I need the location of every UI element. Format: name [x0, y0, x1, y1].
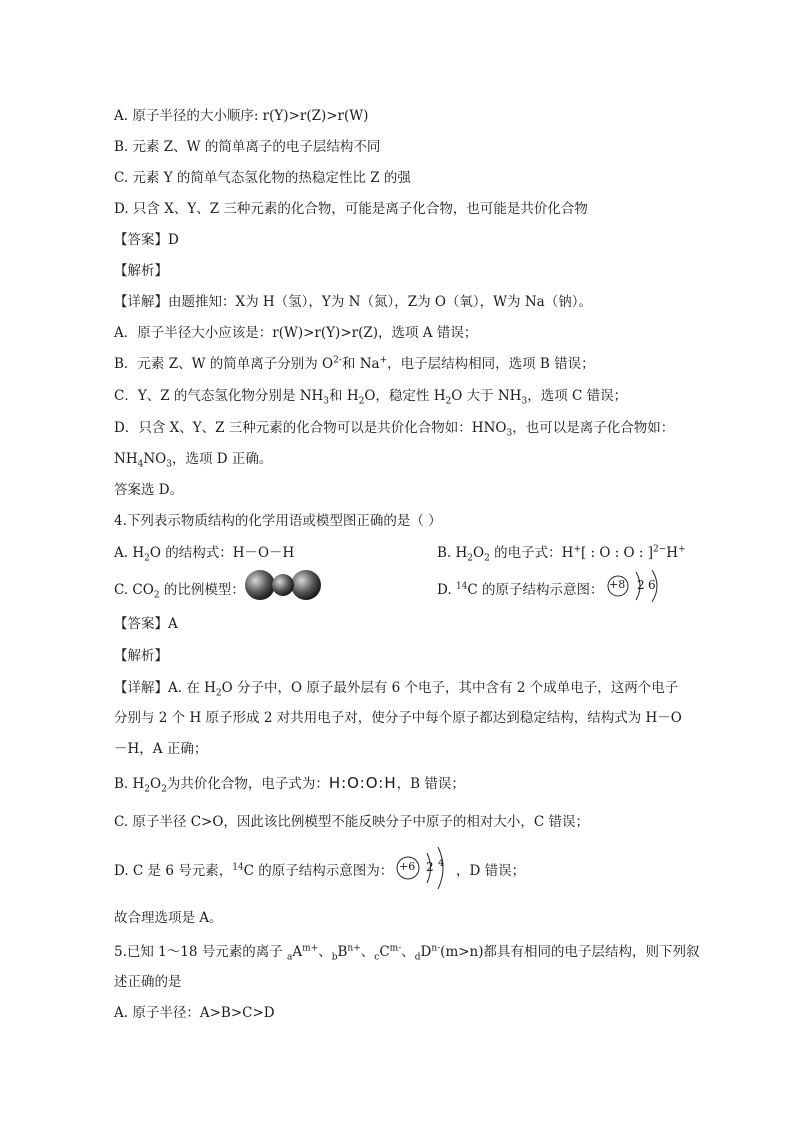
subscript: b — [331, 952, 338, 963]
subscript: 3 — [506, 428, 513, 439]
text: C．Y、Z 的气态氢化物分别是 NH — [114, 388, 324, 404]
text: O 大于 NH — [451, 388, 522, 404]
q4-explain-d-tail: ，D 错误； — [456, 863, 526, 879]
text: O 分子中，O 原子最外层有 6 个电子，其中含有 2 个成单电子，这两个电子 — [221, 680, 679, 696]
q3-detail: 【详解】由题推知：X为 H（氢），Y为 N（氮），Z为 O（氧），W为 Na（钠）。 — [114, 294, 592, 310]
text: B — [337, 944, 348, 960]
subscript: 2 — [161, 784, 167, 795]
text: B. H — [437, 545, 468, 561]
subscript: d — [414, 952, 421, 963]
superscript: 2- — [333, 355, 342, 366]
shell-2-electrons: 4 — [438, 858, 445, 869]
q3-explain-d-line1 — [114, 416, 675, 439]
shell-2-electrons: 6 — [648, 578, 656, 592]
q3-option-a: A. 原子半径的大小顺序: r(Y)>r(Z)>r(W) — [114, 108, 369, 124]
text: C. CO — [114, 582, 154, 598]
text: H — [666, 545, 679, 561]
q4-detail-line2: 分别与 2 个 H 原子形成 2 对共用电子对，使分子中每个原子都达到稳定结构，结构式为 H－O — [114, 710, 682, 726]
q3-explain-b — [114, 352, 595, 372]
subscript: 2 — [467, 553, 474, 564]
atom-structure-diagram-d — [606, 566, 666, 606]
superscript: 2− — [653, 544, 667, 555]
q4-answer: 【答案】A — [114, 616, 178, 632]
q4-explain-d — [114, 859, 393, 879]
subscript: 2 — [484, 553, 490, 564]
text: 和 Na — [341, 356, 380, 372]
text: O 的结构式：H－O－H — [149, 545, 295, 561]
text: 5.已知 1～18 号元素的离子 — [114, 944, 288, 960]
subscript: 2 — [358, 396, 365, 407]
superscript: + — [379, 355, 388, 366]
q4-detail-line1 — [114, 676, 679, 699]
q3-option-c: C. 元素 Y 的简单气态氢化物的热稳定性比 Z 的强 — [114, 170, 411, 186]
q3-explain-d-line2 — [114, 447, 273, 470]
text: D. — [437, 582, 456, 598]
superscript: + — [573, 544, 581, 555]
h2o2-electron-formula: H:O:O:H — [328, 774, 397, 792]
text: 、 — [318, 944, 332, 960]
text: 【详解】A. 在 H — [114, 680, 216, 696]
subscript: 2 — [144, 553, 150, 564]
q3-option-b: B. 元素 Z、W 的简单离子的电子层结构不同 — [114, 139, 381, 155]
text: B．元素 Z、W 的简单离子分别为 O — [114, 356, 334, 372]
q4-option-b — [437, 541, 686, 564]
text: (m>n)都具有相同的电子层结构，则下列叙 — [440, 944, 700, 960]
q4-option-c — [114, 578, 245, 601]
q4-detail-line3: －H，A 正确； — [114, 741, 208, 757]
q5-stem-line2: 述正确的是 — [114, 974, 182, 990]
text: D. C 是 6 号元素， — [114, 863, 233, 879]
subscript: 2 — [445, 396, 452, 407]
q4-option-d — [437, 578, 604, 598]
q3-analysis-header: 【解析】 — [114, 263, 168, 279]
subscript: 3 — [521, 396, 528, 407]
superscript: m- — [389, 943, 402, 954]
text: ，也可以是离子化合物如： — [512, 420, 675, 436]
subscript: 2 — [153, 590, 160, 601]
text: NH — [114, 451, 138, 467]
subscript: c — [374, 952, 380, 963]
text: ，电子层结构相同，选项 B 错误； — [387, 356, 595, 372]
text: 的电子式：H — [489, 545, 574, 561]
superscript: + — [678, 544, 686, 555]
nucleus-charge: +6 — [399, 860, 416, 873]
q3-explain-a: A．原子半径大小应该是：r(W)>r(Y)>r(Z)，选项 A 错误； — [114, 325, 478, 341]
subscript: 2 — [144, 784, 151, 795]
text: ，B 错误； — [396, 776, 465, 792]
q4-explain-c: C. 原子半径 C>O，因此该比例模型不能反映分子中原子的相对大小，C 错误； — [114, 814, 590, 830]
q3-option-d: D. 只含 X、Y、Z 三种元素的化合物，可能是离子化合物，也可能是共价化合物 — [114, 201, 588, 217]
text: C — [379, 944, 390, 960]
text: 的比例模型： — [159, 582, 245, 598]
superscript: n- — [431, 943, 441, 954]
text: 和 H — [329, 388, 359, 404]
text: 、 — [401, 944, 415, 960]
superscript: m+ — [302, 943, 319, 954]
text: NO — [143, 451, 167, 467]
superscript: 14 — [232, 862, 244, 873]
subscript: a — [287, 952, 293, 963]
q4-analysis-header: 【解析】 — [114, 648, 168, 664]
q3-conclusion: 答案选 D。 — [114, 482, 184, 498]
shell-1-electrons: 2 — [637, 578, 645, 592]
shell-1-electrons: 2 — [426, 860, 434, 874]
subscript: 2 — [215, 688, 222, 699]
superscript: 14 — [455, 581, 468, 592]
q4-explain-b — [114, 772, 465, 795]
q3-answer: 【答案】D — [114, 232, 179, 248]
text: B. H — [114, 776, 145, 792]
text: A. H — [114, 545, 145, 561]
electron-formula: [ : O : O : ] — [580, 545, 654, 561]
text: C 的原子结构示意图为： — [243, 863, 394, 879]
text: O — [473, 545, 485, 561]
atom-structure-diagram-explanation — [394, 843, 454, 893]
text: ，选项 C 错误； — [527, 388, 628, 404]
text: C 的原子结构示意图： — [467, 582, 604, 598]
q4-stem: 4.下列表示物质结构的化学用语或模型图正确的是（ ） — [114, 513, 442, 529]
nucleus-charge: +8 — [609, 578, 626, 591]
subscript: 3 — [166, 459, 172, 470]
subscript: 4 — [137, 459, 144, 470]
superscript: n+ — [347, 943, 361, 954]
text: A — [292, 944, 303, 960]
q5-stem-line1 — [114, 940, 700, 963]
q4-option-a — [114, 541, 295, 564]
text: 为共价化合物，电子式为： — [166, 776, 329, 792]
subscript: 3 — [323, 396, 330, 407]
q3-explain-c — [114, 384, 628, 407]
q5-option-a: A. 原子半径：A>B>C>D — [114, 1005, 275, 1021]
text: O，稳定性 H — [364, 388, 446, 404]
text: D．只含 X、Y、Z 三种元素的化合物可以是共价化合物如：HNO — [114, 420, 507, 436]
co2-space-filling-model-icon — [244, 568, 324, 602]
q4-conclusion: 故合理选项是 A。 — [114, 910, 223, 926]
text: ，选项 D 正确。 — [171, 451, 273, 467]
text: 、 — [360, 944, 375, 960]
text: O — [150, 776, 162, 792]
text: D — [420, 944, 432, 960]
